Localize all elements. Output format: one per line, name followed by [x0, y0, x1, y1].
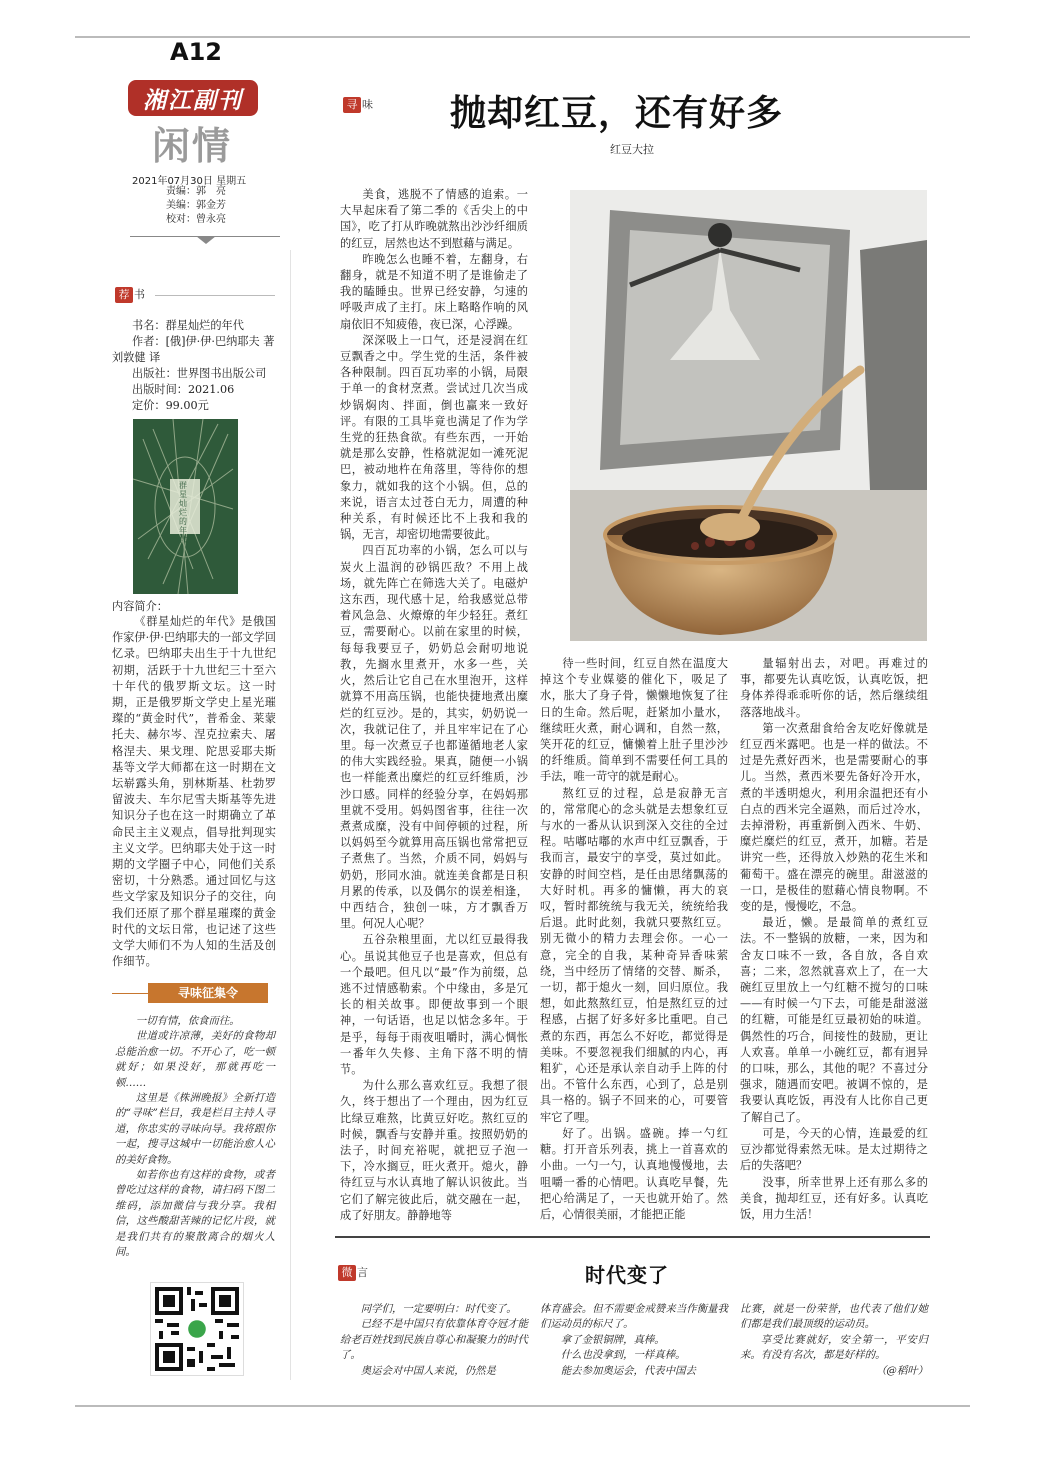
- credit-editor: 责编：郭 亮: [166, 186, 226, 197]
- book-author: 作者：[俄]伊·伊·巴纳耶夫 著 刘敦健 译: [112, 335, 275, 364]
- bottom-para: 已经不是中国只有依靠体育夺冠才能给老百姓找到民族自尊心和凝聚力的时代了。: [340, 1318, 528, 1362]
- credit-art-editor: 美编：郭金芳: [166, 200, 226, 211]
- article-para: 熬红豆的过程，总是寂静无言的，常常爬心的念头就是去想象红豆与水的一番从认识到深入交往的全过程。咕嘟咕嘟的水声中红豆飘香，于我而言，最安宁的享受，莫过如此。安静的时间空档，是任由思绪飘荡的大好时机。再多的慵懒，再大的哀叹，暂时都统统与我无关，统统给我后退。此时此刻，我就只要熬红豆。别无微小的精力去理会你。一心一意，完全的自我，某种奇异香味萦绕，当中经历了情绪的交替、厮杀，一切，都于熄火一刻，回归原位。我想，如此熬熬红豆，怕是熬红豆的过程感，占据了好多好多比重吧。自己煮的东西，再怎么不好吃，都觉得是美味。不要忽视我们细腻的内心，再粗犷，心还是承认亲自动手上阵的付出。不管什么东西，心到了，总是别具一格的。锅子不回来的心，可要管牢它了哩。: [540, 786, 728, 1124]
- article-para: 昨晚怎么也睡不着，左翻身，右翻身，就是不知道不明了是谁偷走了我的瞌睡虫。世界已经安静，匀速的呼吸声成了主打。床上略略作响的风扇依旧不知疲倦，夜已深，心浮躁。: [340, 252, 528, 331]
- article-para: 待一些时间，红豆自然在温度大掉这个专业媒婆的催化下，吸足了水，胀大了身子骨，懒懒地恢复了往日的生命。然后呢，赶紧加小量水，继续旺火煮，耐心调和，自然一熬，笑开花的红豆，慵懒着上肚子里沙沙的纤维质。简单到不需要任何工具的手法，唯一苛守的就是耐心。: [540, 657, 728, 784]
- credit-proofreader: 校对：曾永亮: [166, 214, 226, 225]
- article-para: 四百瓦功率的小锅，怎么可以与炭火上温润的砂锅匹敌？不用上战场，就先阵亡在筛选大关了。电磁炉这东西，现代感十足，给我感觉总带着风急急、火燎燎的年少轻狂。煮红豆，需要耐心。以前在家里的时候，每每我要豆子，奶奶总会耐叨地说教，先搁水里煮开，水多一些，关火，然后让它自己在水里泡开，这样就算不用高压锅，也能快捷地煮出糜烂的红豆沙。是的，其实，奶奶说一次，我就记住了，并且牢牢记在了心里。每一次煮豆子也都谨循地老人家的伟大实践经验。果真，随便一小锅也一样能煮出糜烂的红豆纤维质，沙沙口感。同样的经验分享，在妈妈那里就不受用。妈妈图省事，往往一次煮煮成糜，没有中间停顿的过程，所以妈妈至今就算用高压锅也常常把豆子煮焦了。当然，介质不同，妈妈与奶奶，形同水油。就连美食都是日积月累的传承，以及偶尔的误差相逢，中西结合，独创一味，方才飘香万里。何况人心呢？: [340, 544, 528, 931]
- brand-logo-text: 湘江副刊: [143, 87, 243, 114]
- book-publisher: 出版社：世界图书出版公司: [132, 367, 267, 380]
- article-tag: [343, 96, 373, 113]
- bottom-rule: [75, 1405, 970, 1407]
- bottom-signature: （@稻叶）: [876, 1364, 928, 1377]
- bottom-para: 能去参加奥运会，代表中国去: [560, 1364, 696, 1377]
- article-byline: 红豆大拉: [610, 143, 654, 156]
- bottom-column-2: [540, 1302, 728, 1382]
- book-tag-rule: [155, 295, 275, 296]
- article-para: 没事，所幸世界上还有那么多的美食，抛却红豆，还有好多。认真吃饭，用力生活！: [740, 1175, 928, 1221]
- article-title: 抛却红豆，还有好多: [450, 92, 784, 134]
- bottom-title: 时代变了: [585, 1263, 669, 1287]
- book-tag-text: 书: [134, 288, 145, 301]
- article-tag-char: 寻: [343, 97, 361, 113]
- bottom-tag-char: 微: [338, 1265, 356, 1281]
- book-pub-date: 出版时间：2021.06: [132, 383, 235, 396]
- bottom-tag: [338, 1264, 368, 1281]
- article-para: 量辐射出去，对吧。再难过的事，都要先认真吃饭，认真吃饭，把身体养得乖乖听你的话，然后继续组落落地战斗。: [740, 657, 928, 719]
- book-intro-text: 《群星灿烂的年代》是俄国作家伊·伊·巴纳耶夫的一部文学回忆录。巴纳耶夫出生于十九世纪初期，活跃于十九世纪三十至六十年代的俄罗斯文坛。这一时期，正是俄罗斯文学史上星光璀璨的“黄金时代”，普希金、莱蒙托夫、赫尔岑、涅克拉索夫、屠格涅夫、果戈理、陀思妥耶夫斯基等文学大师都在这一时期在文坛崭露头角，别林斯基、杜勃罗留波夫、车尔尼雪夫斯基等先进知识分子也在这一时期确立了革命民主主义观点，倡导批判现实主义文学。巴纳耶夫处于这一时期的文学圈子中心，同他们关系密切，十分熟悉。通过回忆与这些文学家及知识分子的交往，向我们还原了那个群星璀璨的黄金时代的文坛日常，也记述了这些文学大师们不为人知的生活及创作细节。: [112, 615, 276, 969]
- issue-date: 2021年07月30日 星期五: [132, 176, 247, 187]
- call-title: 寻味征集令: [177, 986, 238, 1000]
- bottom-para: 什么也没拿到，一样真棒。: [560, 1349, 686, 1362]
- page-number: A12: [170, 38, 222, 66]
- masthead-chevron-icon: [196, 236, 216, 244]
- photo-drawing: [570, 190, 927, 641]
- book-info: [112, 318, 277, 414]
- call-para: 这里是《株洲晚报》全新打造的“寻味”栏目，我是栏目主持人寻道，你忠实的寻味向导。我将跟你一起，搜寻这城中一切能治愈人心的美好食物。: [115, 1092, 275, 1166]
- book-name: 书名：群星灿烂的年代: [132, 319, 244, 332]
- book-intro-label: 内容简介：: [112, 600, 168, 613]
- article-column-1: [340, 187, 528, 1222]
- book-price: 定价：99.00元: [132, 399, 209, 412]
- call-para: 一切有情，依食而往。: [135, 1015, 240, 1027]
- bottom-para: 奥运会对中国人来说，仍然是: [360, 1364, 496, 1377]
- call-banner-rule: [112, 993, 148, 994]
- article-para: 美食，逃脱不了情感的追索。一大早起床看了第二季的《舌尖上的中国》，吃了打从昨晚就熬出沙沙纤细质的红豆，居然也达不到慰藉与满足。: [340, 188, 528, 250]
- article-para: 五谷杂粮里面，尤以红豆最得我心。虽说其他豆子也是喜欢，但总有一个最吧。但凡以“最”作为前缀，总逃不过情感勒索。个中缘由，多是冗长的相关故事。即便故事到一个眼神，一句话语，也足以惦念多年。于是乎，每每于雨夜咀嚼时，满心惆怅一番年久失修、主角下落不明的情节。: [340, 933, 528, 1076]
- article-para: 最近，懒。是最简单的煮红豆法。不一整锅的放糖，一来，因为和舍友口味不一致，各自放，各自欢喜；二来，忽然就喜欢上了，在一大碗红豆里放上一勺红糖不搅匀的口味——有时候一勺下去，可能是甜滋滋的红糖，可能是红豆最初始的味道。偶然性的巧合，间接性的鼓励，更让人欢喜。单单一小碗红豆，都有迥异的口味，那么，其他的呢？不喜过分强求，随遇而安吧。被调不惊的，是我要认真吃饭，再没有人比你自己更了解自己了。: [740, 916, 928, 1124]
- bottom-para: 同学们，一定要明白：时代变了。: [360, 1303, 517, 1315]
- book-intro: [112, 614, 276, 969]
- bottom-para: 拿了金银铜牌，真棒。: [560, 1333, 665, 1346]
- bottom-column-1: [340, 1302, 528, 1382]
- bottom-tag-text: 言: [357, 1266, 368, 1279]
- qr-pattern: [151, 1283, 243, 1375]
- article-photo: [570, 190, 927, 641]
- bottom-section-rule: [335, 1236, 930, 1238]
- article-column-3: [740, 656, 928, 1221]
- book-cover-title: 群星灿烂的年代: [179, 481, 187, 544]
- article-para: 第一次煮甜食给舍友吃好像就是红豆西米露吧。也是一样的做法。不过是先煮好西米，也是需要耐心的事儿。当然，煮西米要先备好冷开水，煮的半透明熄火，利用余温把还有小白点的西米完全逼熟，而后过冷水，去掉滑粉，再重新倒入西米、牛奶、糜烂糜烂的红豆，煮开，加糖。若是讲究一些，还得放入炒熟的花生米和葡萄干。盛在漂亮的碗里。甜滋滋的一口，是极佳的慰藉心情良物啊。不变的是，慢慢吃，不急。: [740, 721, 928, 914]
- call-body: [115, 1014, 275, 1259]
- book-tag-char: 荐: [115, 287, 133, 303]
- book-cover-image: [133, 419, 238, 594]
- column-separator: [290, 250, 291, 1380]
- bottom-para: 比赛，就是一份荣誉，也代表了他们/她们都是我们最顶级的运动员。: [740, 1303, 928, 1331]
- section-title: 闲情: [152, 123, 233, 168]
- call-para: 世道或许凉薄，美好的食物却总能治愈一切。不开心了，吃一顿就好；如果没好，那就再吃一顿……: [115, 1030, 275, 1089]
- wechat-qr-code[interactable]: [150, 1282, 244, 1376]
- call-para: 如若你也有这样的食物，或者曾吃过这样的食物，请扫码下图二维码，添加微信与我分享。我相信，这些酸甜苦辣的记忆片段，就是我们共有的聚散离合的烟火人间。: [115, 1169, 275, 1259]
- article-tag-text: 味: [362, 98, 373, 111]
- bottom-para: 体育盛会。但不需要金戒赞来当作衡量我们运动员的标尺了。: [540, 1303, 728, 1331]
- brand-banner: [128, 80, 258, 116]
- article-para: 可是，今天的心情，连最爱的红豆沙都觉得索然无味。是太过期待之后的失落吧？: [740, 1126, 928, 1173]
- call-banner: [148, 983, 268, 1003]
- bottom-column-3: [740, 1302, 928, 1382]
- credits: [166, 185, 226, 227]
- bottom-para: 享受比赛就好，安全第一，平安归来。有没有名次，都是好样的。: [740, 1333, 928, 1362]
- article-para: 为什么那么喜欢红豆。我想了很久，终于想出了一个理由，因为红豆比绿豆难熬，比黄豆好吃。熬红豆的时候，飘香与安静并重。按照奶奶的法子，时间充裕呢，就把豆子泡一下，冷水搁豆，旺火煮开。熄火，静待红豆与水认真地了解认识彼此。当它们了解完彼此后，就交融在一起，成了好朋友。静静地等: [340, 1079, 528, 1222]
- article-para: 好了。出锅。盛碗。捧一勺红糖。打开音乐列表，挑上一首喜欢的小曲。一勺一勺，认真地慢慢地，去咀嚼一番的心情吧。认真吃早餐，先把心给满足了，一天也就开始了。然后，心情很美丽，才能把正能: [540, 1126, 728, 1221]
- article-para: 深深吸上一口气，还是浸润在红豆飘香之中。学生党的生活，条件被各种限制。四百瓦功率的小锅，局限于单一的食材烹煮。尝试过几次当成炒锅焖肉、拌面，倒也赢来一致好评。有限的工具毕竟也满足了作为学生党的狂热食欲。有些东西，一开始就是那么安静，性格就泥如一滩死泥巴，被动地杵在角落里，等待你的想象力，就如我的这个小锅。但，总的来说，语言太过苍白无力，周遭的种种关系，有时候还比不上我和我的锅，无言，却密切地需要彼此。: [340, 333, 528, 542]
- article-column-2: [540, 656, 728, 1221]
- book-tag: [115, 286, 145, 303]
